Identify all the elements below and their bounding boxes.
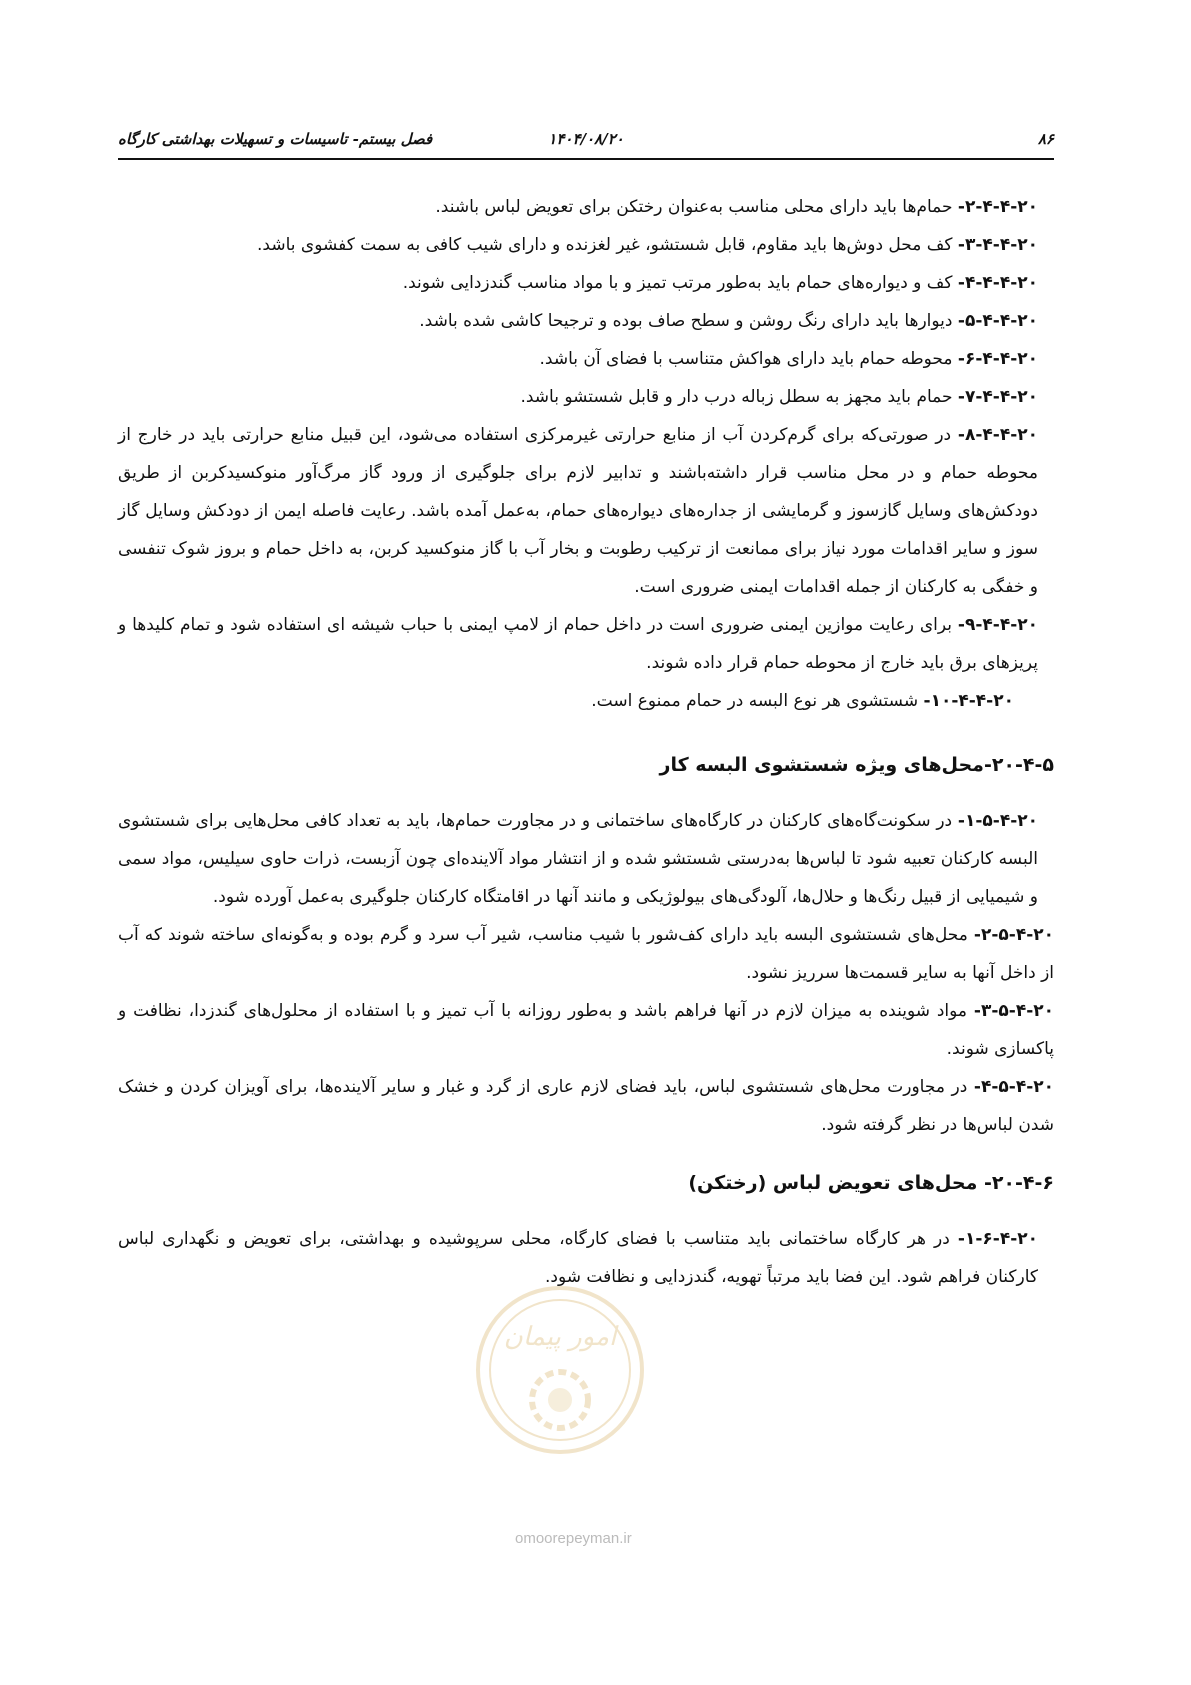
chapter-title: فصل بیستم- تاسیسات و تسهیلات بهداشتی کارگاه: [118, 130, 433, 148]
clause-20-4-5-3: ۳-۵-۴-۲۰- مواد شوینده به میزان لازم در آنها فراهم باشد و به‌طور روزانه با آب تمیز و با استفاده از محلول‌های گندزدا، نظافت و پاکسازی شوند.: [118, 1001, 1054, 1059]
clause-20-4-4-10: ۱۰-۴-۴-۲۰- شستشوی هر نوع البسه در حمام ممنوع است.: [591, 691, 1014, 711]
clause-20-4-4-4: ۴-۴-۴-۲۰- کف و دیوارەهای حمام باید به‌طور مرتب تمیز و با مواد مناسب گندزدایی شوند.: [402, 273, 1038, 293]
document-body: [118, 188, 1054, 1296]
clause-20-4-4-2: ۲-۴-۴-۲۰- حمام‌ها باید دارای محلی مناسب به‌عنوان رختکن برای تعویض لباس باشند.: [435, 197, 1038, 217]
clause-20-4-5-2: ۲-۵-۴-۲۰- محل‌های شستشوی البسه باید دارای کف‌شور با شیب مناسب، شیر آب سرد و گرم بوده و به‌گونه‌ای ساخته شوند که آب از داخل آنها به سایر قسمت‌ها سرریز نشود.: [118, 925, 1054, 983]
page-header: [118, 126, 1054, 154]
svg-text:امور پیمان: امور پیمان: [503, 1322, 617, 1352]
page-number: ۸۶: [1037, 130, 1054, 148]
section-heading-20-4-5: ۲۰-۴-۵-محل‌های ویژه شستشوی البسه کار: [659, 754, 1054, 776]
header-date: ۱۴۰۴/۰۸/۲۰: [548, 130, 624, 148]
clause-20-4-5-4: ۴-۵-۴-۲۰- در مجاورت محل‌های شستشوی لباس، باید فضای لازم عاری از گرد و غبار و سایر آلاینده‌ها، برای آویزان کردن و خشک شدن لباس‌ها در نظر گرفته شود.: [118, 1077, 1054, 1135]
clause-20-4-4-8: ۸-۴-۴-۲۰- در صورتی‌که برای گرم‌کردن آب از منابع حرارتی غیرمرکزی استفاده می‌شود، این قبیل منابع حرارتی باید در خارج از محوطه حمام و در محل مناسب قرار داشته‌باشند و تدابیر لازم برای جلوگیری از ورود گاز مرگ‌آور منوکسیدکربن از طریق دودکش‌های وسایل گازسوز و گرمایشی از جدارەهای دیوارەهای حمام، به‌عمل آمده باشد. رعایت فاصله ایمن از دودکش وسایل گاز سوز و سایر اقدامات مورد نیاز برای ممانعت از ترکیب رطوبت و بخار آب با گاز منوکسید کربن، به داخل حمام و بروز شوک تنفسی و خفگی به کارکنان از جمله اقدامات ایمنی ضروری است.: [118, 425, 1038, 597]
watermark-site: omoorepeyman.ir: [515, 1530, 632, 1547]
clause-20-4-4-7: ۷-۴-۴-۲۰- حمام باید مجهز به سطل زباله درب دار و قابل شستشو باشد.: [520, 387, 1038, 407]
watermark-logo: [470, 1275, 650, 1465]
clause-20-4-5-1: ۱-۵-۴-۲۰- در سکونت‌گاه‌های کارکنان در کارگاه‌های ساختمانی و در مجاورت حمام‌ها، باید به تعداد کافی محل‌هایی برای شستشوی البسه کارکنان تعبیه شود تا لباس‌ها به‌درستی شستشو شده و از انتشار مواد آلاینده‌ای چون آزبست، ذرات حاوی سیلیس، مواد سمی و شیمیایی از قبیل رنگ‌ها و حلال‌ها، آلودگی‌های بیولوژیکی و مانند آنها در اقامتگاه کارکنان جلوگیری به‌عمل آورده شود.: [118, 811, 1038, 907]
clause-20-4-6-1: ۱-۶-۴-۲۰- در هر کارگاه ساختمانی باید متناسب با فضای کارگاه، محلی سرپوشیده و بهداشتی، برای تعویض و نگهداری لباس کارکنان فراهم شود. این فضا باید مرتباً تهویه، گندزدایی و نظافت شود.: [118, 1229, 1038, 1287]
clause-20-4-4-6: ۶-۴-۴-۲۰- محوطه حمام باید دارای هواکش متناسب با فضای آن باشد.: [539, 349, 1038, 369]
clause-20-4-4-9: ۹-۴-۴-۲۰- برای رعایت موازین ایمنی ضروری است در داخل حمام از لامپ ایمنی با حباب شیشه ای استفاده شود و تمام کلیدها و پریزهای برق باید خارج از محوطه حمام قرار داده شوند.: [118, 615, 1038, 673]
clause-20-4-4-3: ۳-۴-۴-۲۰- کف محل دوش‌ها باید مقاوم، قابل شستشو، غیر لغزنده و دارای شیب کافی به سمت کفشوی باشد.: [257, 235, 1038, 255]
clause-20-4-4-5: ۵-۴-۴-۲۰- دیوارها باید دارای رنگ روشن و سطح صاف بوده و ترجیحا کاشی شده باشد.: [419, 311, 1038, 331]
header-divider: [118, 158, 1054, 160]
section-heading-20-4-6: ۲۰-۴-۶- محل‌های تعویض لباس (رختکن): [688, 1172, 1054, 1194]
